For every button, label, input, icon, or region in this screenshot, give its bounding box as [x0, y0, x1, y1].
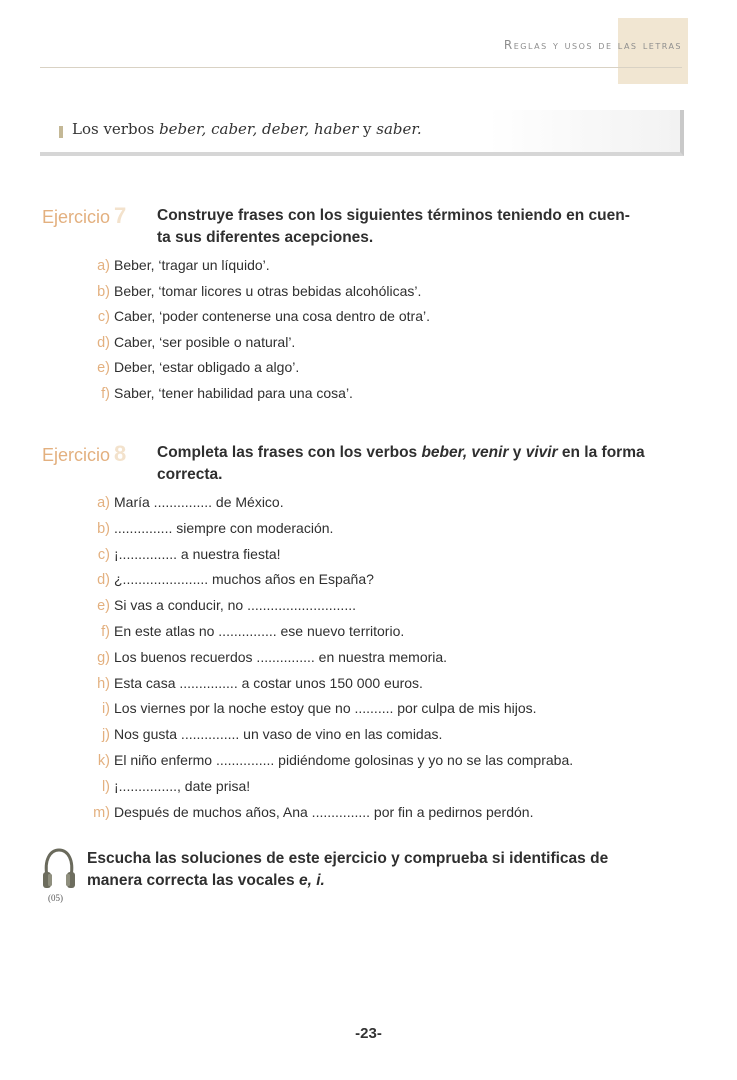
item-text: Caber, ‘poder contenerse una cosa dentro de otra’.: [114, 308, 430, 325]
item-text: ............... siempre con moderación.: [114, 519, 334, 536]
item-letter: d): [97, 334, 110, 351]
audio-instruction: [87, 848, 687, 892]
section-header-title: Reglas y usos de las letras: [503, 38, 682, 52]
info-verbs: beber, caber, deber, haber: [159, 120, 359, 138]
item-letter: g): [97, 649, 110, 666]
exercise-8-item: [80, 597, 700, 614]
headphones-icon: [42, 846, 76, 892]
page-number: -23-: [355, 1025, 382, 1042]
exercise-7-item: [80, 385, 700, 402]
item-letter: a): [97, 258, 110, 274]
exercise-8-item: [80, 520, 700, 537]
item-letter: b): [97, 283, 110, 300]
item-letter: d): [97, 572, 110, 589]
item-text: Deber, ‘estar obligado a algo’.: [114, 359, 300, 376]
info-prefix: Los verbos: [72, 120, 160, 138]
exercise-8-item: [80, 571, 700, 588]
exercise-7-item: [80, 283, 700, 300]
exercise-8-item: [80, 778, 700, 795]
exercise-7-label: [42, 203, 126, 229]
exercise-8-item: [80, 494, 700, 511]
exercise-8-item: [80, 752, 700, 769]
bullet-marker-icon: [59, 126, 63, 138]
info-verb-last: saber.: [376, 120, 422, 138]
item-text: Saber, ‘tener habilidad para una cosa’.: [114, 385, 353, 401]
item-text: Beber, ‘tragar un líquido’.: [114, 257, 270, 273]
exercise-8-title-line2: correcta.: [157, 466, 223, 483]
exercise-7-title: [157, 205, 685, 249]
exercise-7-title-line1: Construye frases con los siguientes términos teniendo en cuen-: [157, 207, 630, 224]
item-text: Después de muchos años, Ana ............... por fin a pedirnos perdón.: [114, 803, 534, 820]
item-text: Si vas a conducir, no ............................: [114, 597, 356, 614]
item-letter: e): [97, 360, 110, 377]
exercise-7-item: [80, 334, 700, 351]
exercise-8-label: [42, 441, 126, 467]
exercise-8-title-verb3: vivir: [525, 444, 558, 461]
exercise-8-title-a: Completa las frases con los verbos: [157, 444, 422, 461]
audio-vowels: e, i.: [298, 872, 325, 889]
exercise-8-item: [80, 726, 700, 743]
item-letter: i): [101, 701, 110, 718]
item-letter: b): [97, 520, 110, 537]
audio-line-1: Escucha las soluciones de este ejercicio y comprueba si identificas de: [87, 850, 609, 867]
audio-track-code: (05): [48, 893, 63, 903]
exercise-label-text: Ejercicio: [42, 445, 111, 465]
item-letter: e): [97, 598, 110, 615]
exercise-7-item: [80, 308, 700, 325]
item-text: Nos gusta ............... un vaso de vino en las comidas.: [114, 726, 443, 743]
exercise-8-item: [80, 804, 700, 821]
exercise-8-item: [80, 546, 700, 563]
exercise-7-item: [80, 257, 700, 274]
item-letter: c): [97, 546, 110, 563]
info-connector: y: [358, 120, 377, 138]
header-divider: [40, 67, 682, 68]
exercise-number: 8: [114, 441, 127, 466]
exercise-8-title-c: en la forma: [557, 444, 645, 461]
exercise-number: 7: [114, 203, 127, 228]
exercise-8-title: [157, 442, 685, 486]
exercise-8-item: [80, 675, 700, 692]
item-letter: a): [97, 495, 110, 511]
item-text: Beber, ‘tomar licores u otras bebidas alcohólicas’.: [114, 282, 422, 299]
item-letter: f): [101, 386, 110, 402]
item-text: Caber, ‘ser posible o natural’.: [114, 333, 296, 350]
exercise-7-item: [80, 359, 700, 376]
item-letter: m): [93, 804, 110, 821]
item-text: El niño enfermo ............... pidiéndome golosinas y yo no se las compraba.: [114, 752, 574, 768]
exercise-8-title-b: y: [508, 444, 526, 461]
item-text: ¡..............., date prisa!: [114, 777, 251, 794]
item-letter: l): [101, 778, 110, 795]
item-text: Esta casa ............... a costar unos 150 000 euros.: [114, 674, 423, 691]
item-text: En este atlas no ............... ese nuevo territorio.: [114, 623, 405, 639]
audio-line-2: manera correcta las vocales: [87, 872, 299, 889]
exercise-8-title-verbs: beber, venir: [421, 444, 509, 461]
item-text: ¿...................... muchos años en España?: [114, 571, 374, 588]
exercise-8-item: [80, 649, 700, 666]
item-text: María ............... de México.: [114, 494, 284, 510]
item-letter: k): [97, 753, 110, 769]
item-letter: j): [101, 727, 110, 744]
item-letter: c): [97, 309, 110, 326]
item-letter: h): [97, 675, 110, 692]
item-letter: f): [101, 624, 110, 640]
exercise-8-item: [80, 623, 700, 640]
exercise-label-text: Ejercicio: [42, 207, 111, 227]
exercise-8-item: [80, 700, 700, 717]
exercise-7-title-line2: ta sus diferentes acepciones.: [157, 229, 374, 246]
item-text: ¡............... a nuestra fiesta!: [114, 545, 281, 562]
item-text: Los viernes por la noche estoy que no .......... por culpa de mis hijos.: [114, 700, 537, 717]
info-box-text: [72, 120, 422, 138]
item-text: Los buenos recuerdos ............... en nuestra memoria.: [114, 648, 448, 665]
